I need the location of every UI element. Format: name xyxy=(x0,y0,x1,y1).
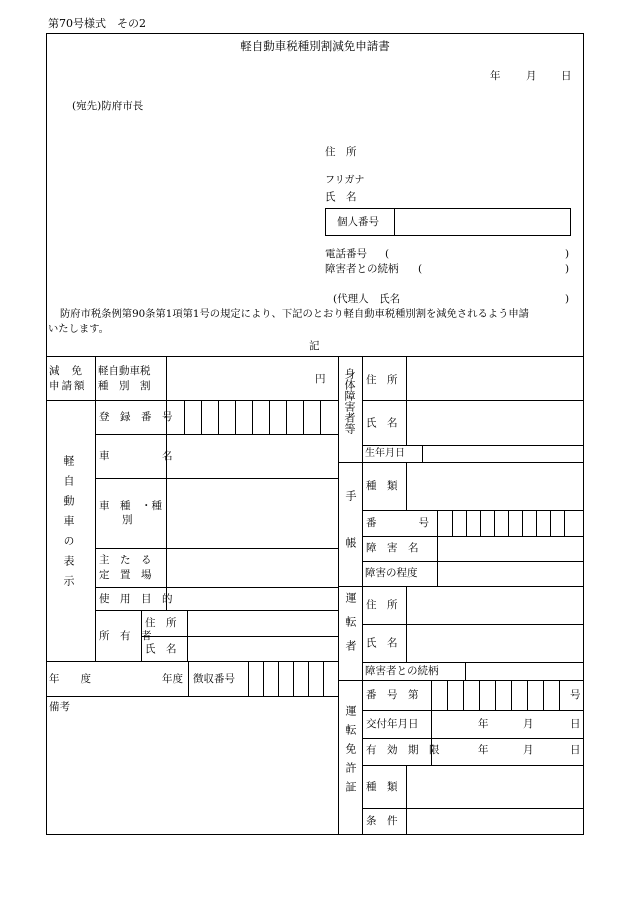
vehicle-type-label-2: 別 xyxy=(122,514,133,526)
vehicle-display-label: 軽自動車の表示 xyxy=(62,455,75,595)
storage-label-1: 主 た る xyxy=(99,554,152,566)
birthdate-label: 生年月日 xyxy=(365,448,405,459)
date-year: 年 xyxy=(490,70,501,82)
yen-label: 円 xyxy=(315,373,326,385)
expiry-year: 年 xyxy=(478,744,489,756)
addressee: (宛先)防府市長 xyxy=(72,100,144,112)
remarks-label: 備考 xyxy=(49,701,70,713)
agent-label: (代理人 氏名 xyxy=(333,293,401,305)
handbook-number-label: 番 号 xyxy=(366,517,429,529)
driver-address-label: 住 所 xyxy=(366,599,398,611)
registration-no-label: 登 録 番 号 xyxy=(99,411,173,423)
driver-label: 運転者 xyxy=(344,592,357,664)
agent-close-paren: ) xyxy=(565,293,570,305)
expiry-day: 日 xyxy=(570,744,581,756)
applicant-address-label: 住 所 xyxy=(325,146,357,158)
date-month: 月 xyxy=(526,70,537,82)
relation-close-paren: ) xyxy=(565,263,570,275)
statement-line-1: 防府市税条例第90条第1項第1号の規定により、下記のとおり軽自動車税種別割を減免されるよう申請 xyxy=(60,308,529,320)
disabled-name-label: 氏 名 xyxy=(366,417,398,429)
disabled-person-label: 身体障害者等 xyxy=(343,368,356,434)
applicant-name-label: 氏 名 xyxy=(325,191,357,203)
handbook-label: 手帳 xyxy=(344,490,357,584)
owner-address-label: 住 所 xyxy=(145,617,177,629)
reduction-label-2: 申請額 xyxy=(49,380,87,392)
disabled-address-label: 住 所 xyxy=(366,374,398,386)
relation-open-paren: ( xyxy=(418,263,423,275)
license-type-label: 種 類 xyxy=(366,781,398,793)
phone-label: 電話番号 xyxy=(325,248,367,260)
license-no-suffix: 号 xyxy=(570,689,581,701)
owner-name-label: 氏 名 xyxy=(145,643,177,655)
issue-month: 月 xyxy=(523,718,534,730)
vehicle-type-label-1: 車 種 ・種 xyxy=(99,500,162,512)
form-title: 軽自動車税種別割減免申請書 xyxy=(240,39,390,53)
conditions-label: 条 件 xyxy=(366,815,398,827)
statement-line-2: いたします。 xyxy=(48,323,109,335)
relation-label: 障害者との続柄 xyxy=(325,263,399,275)
storage-label-2: 定 置 場 xyxy=(99,569,152,581)
tax-label-1: 軽自動車税 xyxy=(98,365,151,377)
form-number: 第70号様式 その2 xyxy=(48,17,146,30)
purpose-label: 使 用 目 的 xyxy=(99,593,173,605)
date-day: 日 xyxy=(561,70,572,82)
phone-open-paren: ( xyxy=(385,248,390,260)
disability-degree-label: 障害の程度 xyxy=(365,567,418,579)
phone-close-paren: ) xyxy=(565,248,570,260)
reduction-label-1: 減免 xyxy=(49,365,94,377)
license-label: 運転免許証 xyxy=(344,705,357,800)
handbook-type-label: 種 類 xyxy=(366,480,398,492)
ki-label: 記 xyxy=(309,340,320,352)
license-no-label: 番 号 第 xyxy=(366,689,419,701)
disability-name-label: 障 害 名 xyxy=(366,542,419,554)
tax-label-2: 種 別 割 xyxy=(98,380,151,392)
expiry-month: 月 xyxy=(523,744,534,756)
fiscal-year-label: 年 度 xyxy=(49,673,91,685)
vehicle-name-label: 車 名 xyxy=(99,450,173,462)
year-unit-label: 年度 xyxy=(162,673,183,685)
issue-date-label: 交付年月日 xyxy=(366,718,419,730)
owner-label: 所 有 者 xyxy=(99,630,152,642)
driver-relation-label: 障害者との続柄 xyxy=(365,665,439,677)
issue-day: 日 xyxy=(570,718,581,730)
expiry-label: 有 効 期 限 xyxy=(366,744,440,756)
my-number-label: 個人番号 xyxy=(337,216,379,228)
issue-year: 年 xyxy=(478,718,489,730)
collection-no-label: 徴収番号 xyxy=(193,673,235,685)
driver-name-label: 氏 名 xyxy=(366,637,398,649)
applicant-furigana-label: フリガナ xyxy=(325,175,365,186)
